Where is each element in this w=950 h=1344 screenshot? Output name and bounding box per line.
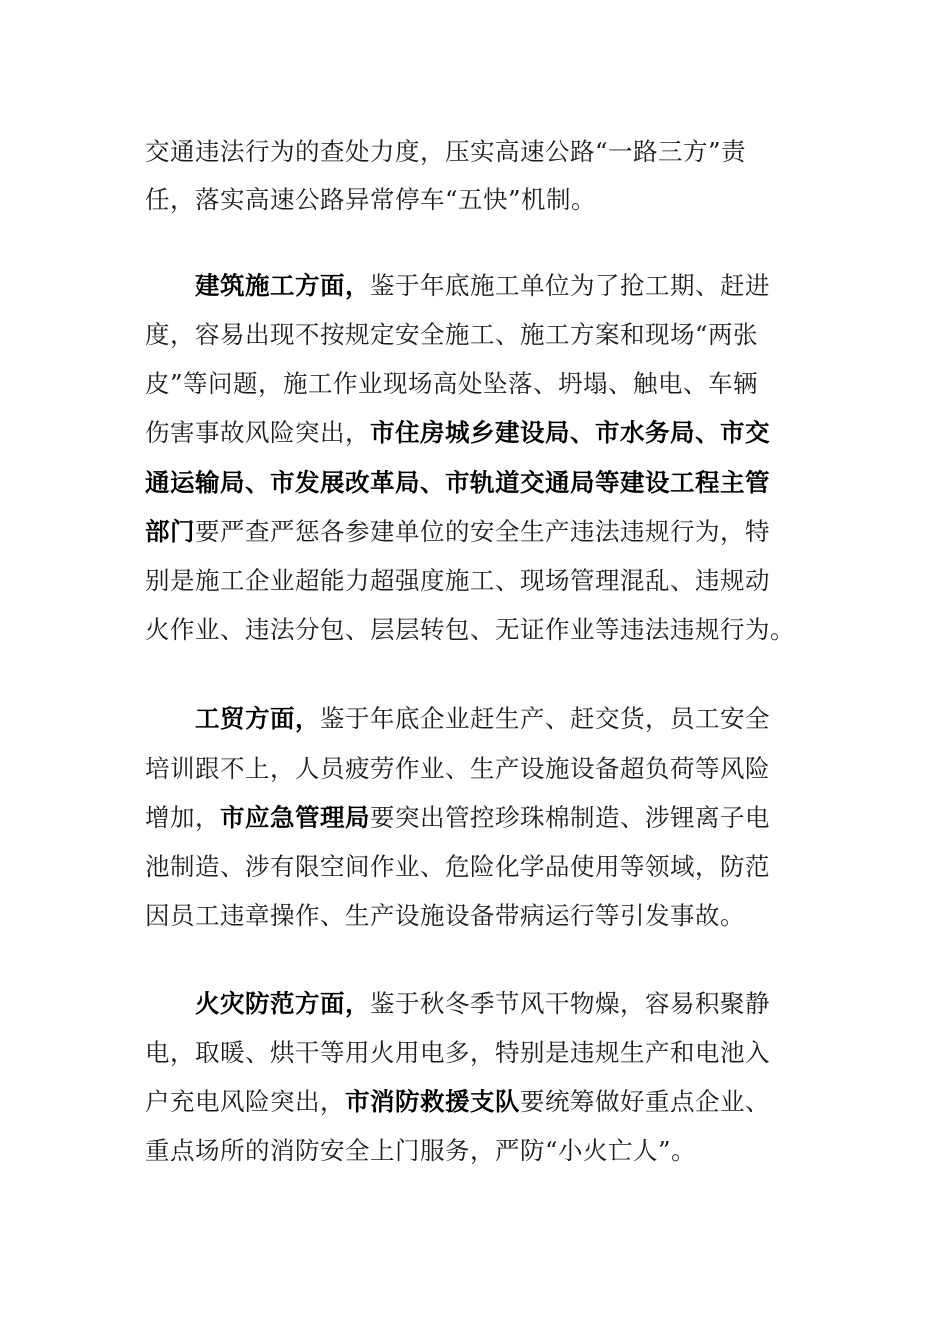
paragraph-construction-line-2 [145,318,845,352]
paragraph-fire-line-4 [145,1134,845,1168]
paragraph-fire-line-1 [195,987,895,1021]
paragraph-trade-line-3 [145,801,845,835]
paragraph-construction-line-4 [145,416,845,450]
text-run: 要突出管控珍珠棉制造、涉锂离子电 [370,803,770,832]
text-run: 要统筹做好重点企业、 [520,1087,770,1116]
text-run: 鉴于秋冬季节风干物燥，容易积聚静 [370,989,770,1018]
agency-name: 通运输局、市发展改革局、市轨道交通局等建设工程主管 [145,468,770,497]
text-run: 电，取暖、烘干等用火用电多，特别是违规生产和电池入 [145,1038,770,1067]
paragraph-fire-line-3 [145,1085,845,1119]
text-run: 交通违法行为的查处力度，压实高速公路“一路三方”责 [145,137,747,166]
text-run: 度，容易出现不按规定安全施工、施工方案和现场“两张 [145,320,759,349]
paragraph-construction-line-8 [145,613,845,647]
paragraph-trade-line-5 [145,899,845,933]
paragraph-trade-line-1 [195,702,895,736]
text-run: 皮”等问题，施工作业现场高处坠落、坍塌、触电、车辆 [145,369,759,398]
section-heading: 建筑施工方面， [195,271,370,300]
paragraph-construction-line-5 [145,466,845,500]
agency-name: 市消防救援支队 [345,1087,520,1116]
text-run: 鉴于年底企业赶生产、赶交货，员工安全 [320,704,770,733]
paragraph-intro-line-2 [145,183,845,217]
text-run: 任，落实高速公路异常停车“五快”机制。 [145,185,597,214]
paragraph-construction-line-3 [145,367,845,401]
paragraph-trade-line-2 [145,752,845,786]
text-run: 因员工违章操作、生产设施设备带病运行等引发事故。 [145,901,745,930]
paragraph-construction-line-6 [145,515,845,549]
section-heading: 火灾防范方面， [195,989,370,1018]
text-run: 增加， [145,803,220,832]
text-run: 培训跟不上，人员疲劳作业、生产设施设备超负荷等风险 [145,754,770,783]
section-heading: 工贸方面， [195,704,320,733]
paragraph-fire-line-2 [145,1036,845,1070]
paragraph-construction-line-1 [195,269,895,303]
text-run: 火作业、违法分包、层层转包、无证作业等违法违规行为。 [145,615,795,644]
paragraph-intro-line-1 [145,135,845,169]
text-run: 池制造、涉有限空间作业、危险化学品使用等领域，防范 [145,852,770,881]
text-run: 要严查严惩各参建单位的安全生产违法违规行为，特 [195,517,770,546]
agency-name: 市应急管理局 [220,803,370,832]
text-run: 伤害事故风险突出， [145,418,370,447]
text-run: 重点场所的消防安全上门服务，严防“小火亡人”。 [145,1136,697,1165]
text-run: 鉴于年底施工单位为了抢工期、赶进 [370,271,770,300]
text-run: 别是施工企业超能力超强度施工、现场管理混乱、违规动 [145,566,770,595]
paragraph-trade-line-4 [145,850,845,884]
text-run: 户充电风险突出， [145,1087,345,1116]
paragraph-construction-line-7 [145,564,845,598]
agency-name: 市住房城乡建设局、市水务局、市交 [370,418,770,447]
agency-name: 部门 [145,517,195,546]
